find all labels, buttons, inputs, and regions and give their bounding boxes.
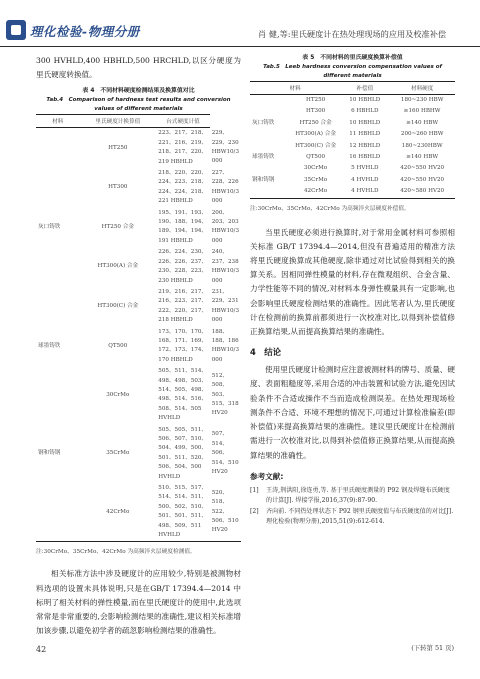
table4-header-material: 材料 (36, 115, 79, 128)
reference-number: [1] (250, 486, 259, 494)
table4 (36, 114, 241, 542)
reference-number: [2] (250, 507, 259, 515)
table4-leeb-cell: 173、170、170、168、171、169、172、173、174、170 HBHLD (158, 328, 208, 363)
table4-material-cell: HT250 合金 (101, 223, 134, 230)
table5-comp-cell: 5 HVHLD (351, 165, 379, 172)
table5-material-cell: HT250 合金 (299, 119, 332, 126)
table5-row (250, 163, 455, 174)
table5-hardness-cell: ≥160 HBHW (403, 108, 441, 115)
table5-comp-cell: 6 HBHLD (351, 108, 379, 115)
body-paragraph: 相关标准方法中涉及硬度计的应用较少,特别是被测物材料选项的设置未具体说明,只是在GB/T 17394.4—2014 中标明了相关材料的弹性模量,而在里氏硬度计的使用中,此选项常常是非常重要的,会影响检测结果的准确性,建议相关标准增加该步骤,以避免初学者的疏忽影响检测结果的准确性。 (36, 569, 241, 636)
table4-bench-cell: 520、518、522、506、510 HV20 (210, 483, 241, 542)
table4-container (36, 87, 241, 555)
table5-group-cell: 球墨铸铁 (252, 154, 275, 161)
table5-comp-cell: 10 HBHLD (349, 119, 381, 126)
table5-material-cell: HT250 (305, 97, 326, 103)
table5-hardness-cell: 420~550 HV20 (400, 165, 445, 172)
table5-comp-cell: 12 HBHLD (349, 142, 381, 149)
header-divider (0, 46, 480, 47)
table4-material-cell: QT500 (108, 342, 128, 349)
table4-bench-cell: 231、229、231 HBW10/3 000 (211, 288, 240, 324)
table5-hardness-cell: 200~260 HBW (400, 131, 444, 138)
reference-text: 齐向前. 不同热处理状态下 P92 钢里氏硬度值与布氏硬度值的对比[J]. 理化检验(物理分册),2015,51(9):612-614. (266, 507, 454, 525)
table4-bench-cell: 512、508、503、515、318 HV20 (211, 372, 239, 417)
table4-header-row (36, 115, 241, 128)
continued-note: (下转第 51 页) (411, 644, 454, 652)
references-list (250, 486, 455, 528)
table4-leeb-cell: 195、191、193、190、188、194、189、194、194、191 HBHLD (158, 209, 208, 244)
table4-leeb-cell: 505、511、514、498、498、503、514、505、498、498、514、516、508、514、505 HVHLD (158, 368, 208, 422)
table4-bench-cell: 200、203、203 HBW10/3 000 (211, 209, 240, 244)
table4-header-leeb: 里氏硬度计换算值 (79, 115, 156, 128)
table4-leeb-cell: 218、220、220、224、223、218、224、224、218、221 HBHLD (158, 170, 208, 205)
table5-header-material: 材料 (250, 82, 340, 95)
table5-hardness-cell: 180~230 HBW (400, 97, 444, 103)
table5-hardness-cell: ≥140 HBW (406, 154, 439, 161)
table5-hardness-cell: 180~230HBW (401, 142, 443, 149)
table5-comp-cell: 4 HVHLD (351, 176, 379, 183)
intro-paragraph: 300 HVHLD,400 HBHLD,500 HRCHLD,以区分硬度为里氏硬度转换值。 (36, 56, 241, 80)
table4-leeb-cell: 223、217、218、221、216、219、218、217、220、219 HBHLD (158, 130, 208, 165)
table4-bench-cell: 229、229、230 HBW10/3 000 (211, 130, 240, 165)
table5-comp-cell: 11 HBHLD (349, 131, 381, 138)
section-heading-conclusion: 4 结论 (250, 347, 281, 358)
table5-note: 注:30CrMo、35CrMo、42CrMo 为高频淬火层硬度补偿值。 (250, 205, 410, 212)
table4-bench-cell: 188、188、186 HBW10/3 000 (211, 328, 240, 363)
table5-material-cell: HT300 (305, 108, 326, 115)
table5-comp-cell: 4 HVHLD (340, 186, 389, 198)
paragraph-conclusion: 使用里氏硬度计检测时应注意被测材料的牌号、质量、硬度、表面粗糙度等,采用合适的冲击装置和试验方法,避免因试验条件不合适或操作不当而造成检测误差。在热处理现场检测条件不合适、环境不理想的情况下,可通过计算检准偏差(即补偿值)来提高换算结果的准确性。建议里氏硬度计在检测前需进行一次校准对比,以得到补偿值修正换算结果,从而提高换算结果的准确性。 (250, 365, 455, 460)
table5-group-cell: 钢和铸钢 (250, 163, 291, 198)
table4-title (36, 87, 241, 114)
table5-group-cell: 灰口铸铁 (252, 119, 275, 126)
table4-leeb-cell: 505、505、511、506、507、510、504、499、500、501、511、520、506、504、500 HVHLD (158, 426, 208, 480)
table4-row (36, 366, 241, 424)
table5 (250, 81, 455, 199)
right-column (250, 54, 455, 527)
table4-material-cell: HT300 (108, 184, 128, 191)
running-title: 肖 健,等:里氏硬度计在热处理现场的应用及校准补偿 (258, 29, 447, 39)
journal-logo-icon (6, 20, 26, 40)
table4-material-cell: HT250 (108, 144, 128, 151)
table4-material-cell: 30CrMo (106, 391, 130, 398)
table4-bench-cell: 240、237、238 HBW10/3 000 (211, 249, 240, 284)
table4-header-bench: 台式硬度计值 (156, 115, 209, 128)
table5-header-hardness: 材料硬度 (389, 82, 455, 95)
reference-item (250, 507, 455, 528)
table4-bench-cell: 227、228、226 HBW10/3 000 (211, 170, 240, 205)
table5-comp-cell: 16 HBHLD (349, 154, 381, 161)
table4-title-en: Tab.4 Comparison of hardness test results and conversion values of different materials (46, 97, 231, 113)
table4-bench-cell: 507、514、506、514、510 HV20 (211, 431, 239, 475)
page-number: 42 (36, 645, 47, 654)
table5-title-cn: 表 5 不同材料的里氏硬度换算补偿值 (302, 55, 403, 61)
table5-material-cell: 42CrMo (291, 186, 340, 198)
table5-comp-cell: 10 HBHLD (349, 97, 381, 103)
table5-title (250, 54, 455, 81)
table4-group-cell: 灰口铸铁 (38, 223, 61, 230)
table4-group-cell: 钢和铸钢 (36, 366, 79, 542)
table4-group-cell: 球墨铸铁 (38, 342, 61, 349)
table4-leeb-cell: 219、216、217、216、223、217、222、220、217、218 HBHLD (158, 288, 208, 324)
table5-material-cell: HT300(A) 合金 (295, 131, 336, 138)
paragraph-calibration: 当里氏硬度必须进行换算时,对于常用金属材料可参照相关标准 GB/T 17394.4—2014,但没有普遍适用的精准方法将里氏硬度换算成其他硬度,除非通过对比试验得到相关的换算关系。因相同弹性模量的材料,存在微观组织、合金含量、力学性能等不同的情况,对材料本身弹性模量具有一定影响,也会影响里氏硬度检测结果的准确性。因此笔者认为,里氏硬度计在检测前的换算前都须进行一次校准对比,以得到补偿值修正换算结果,从而提高换算结果的准确性。 (250, 227, 455, 337)
table4-row (36, 327, 241, 367)
reference-text: 王涛,荆洪阳,徐连勇,等. 基于里氏硬度测量的 P92 钢及焊缝布氏硬度的计算[J]. 焊接学报,2016,37(9):87-90. (266, 486, 450, 505)
table4-material-cell: HT300(C) 合金 (97, 303, 139, 310)
table4-leeb-cell: 510、515、517、514、514、511、500、502、510、501、501、511、498、509、511 HVHLD (156, 483, 209, 542)
table5-material-cell: HT300(C) 合金 (295, 142, 337, 149)
table5-hardness-cell: 420~550 HV20 (400, 176, 445, 183)
left-column (36, 54, 241, 638)
table5-container (250, 54, 455, 212)
table5-header-row (250, 82, 455, 95)
table5-row (250, 95, 455, 107)
table5-material-cell: 35CrMo (304, 176, 328, 183)
table5-row (250, 152, 455, 163)
references-title: 参考文献: (250, 471, 284, 481)
table5-hardness-cell: 420~580 HV20 (389, 186, 455, 198)
table5-material-cell: 30CrMo (304, 165, 328, 172)
table4-title-cn: 表 4 不同材料硬度检测结果及换算值对比 (82, 88, 195, 95)
table4-row (36, 128, 241, 168)
table4-material-cell: 42CrMo (79, 483, 156, 542)
table4-material-cell: HT300(A) 合金 (97, 263, 139, 270)
table5-title-en: Tab.5 Leeb hardness conversion compensation values of different materials (263, 64, 442, 79)
table4-material-cell: 35CrMo (106, 450, 130, 457)
table5-header-comp: 补偿值 (340, 82, 389, 95)
reference-item (250, 486, 455, 507)
table5-hardness-cell: ≥140 HBW (406, 119, 439, 126)
table4-note: 注:30CrMo、35CrMo、42CrMo 为高频淬火层硬度检测值。 (36, 549, 196, 556)
journal-logo-text: 理化检验-物理分册 (30, 24, 140, 39)
table5-material-cell: QT500 (306, 154, 326, 161)
table4-leeb-cell: 226、224、230、226、226、237、230、228、223、230 HBHLD (158, 249, 208, 284)
